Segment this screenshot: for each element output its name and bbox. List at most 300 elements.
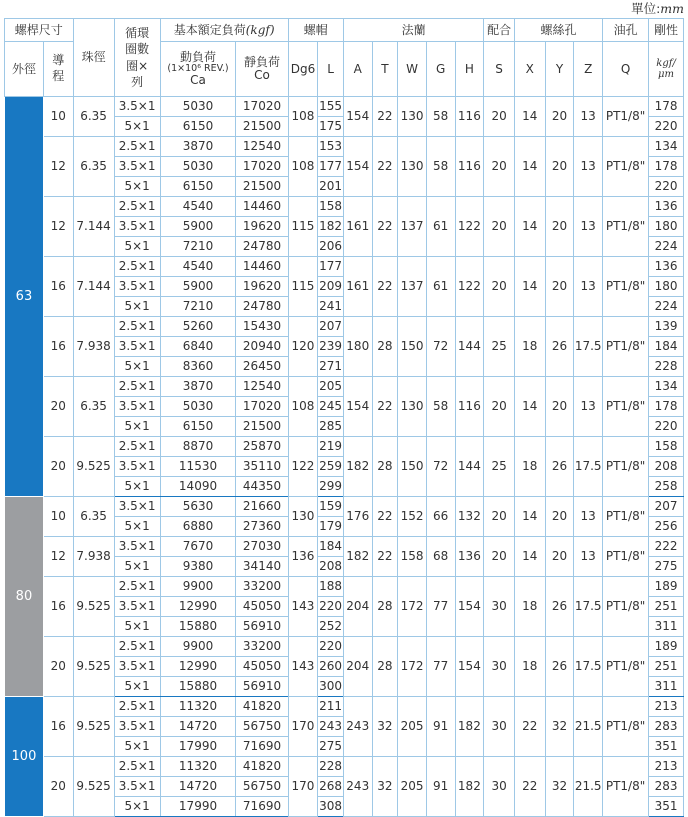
x-cell: 14 — [514, 497, 545, 537]
static-load-cell: 71690 — [236, 737, 288, 757]
lead-cell: 10 — [43, 497, 73, 537]
unit-note — [0, 0, 684, 17]
dynamic-load-cell: 11320 — [160, 697, 236, 717]
z-cell: 17.5 — [574, 317, 603, 377]
table-row — [5, 317, 684, 337]
q-cell: PT1/8" — [603, 537, 649, 577]
circuits-cell: 3.5×1 — [114, 657, 160, 677]
w-cell: 152 — [398, 497, 427, 537]
circuits-cell: 3.5×1 — [114, 217, 160, 237]
static-load-cell: 71690 — [236, 797, 288, 817]
g-cell: 91 — [426, 757, 455, 817]
s-cell: 20 — [484, 257, 515, 317]
ball-cell: 9.525 — [73, 637, 114, 697]
z-cell: 13 — [574, 197, 603, 257]
s-cell: 30 — [484, 577, 515, 637]
z-cell: 21.5 — [574, 757, 603, 817]
header-lead — [43, 42, 73, 97]
g-cell: 77 — [426, 577, 455, 637]
h-cell: 154 — [455, 637, 484, 697]
z-cell: 17.5 — [574, 637, 603, 697]
g-cell: 68 — [426, 537, 455, 577]
dg6-cell: 108 — [288, 377, 318, 437]
dynamic-load-cell: 7670 — [160, 537, 236, 557]
static-load-cell: 33200 — [236, 637, 288, 657]
nut-length-cell: 153 — [318, 137, 344, 157]
w-cell: 130 — [398, 377, 427, 437]
header-H: H — [455, 42, 484, 97]
z-cell: 13 — [574, 537, 603, 577]
x-cell: 18 — [514, 577, 545, 637]
t-cell: 28 — [372, 317, 398, 377]
dynamic-load-cell: 8870 — [160, 437, 236, 457]
s-cell: 20 — [484, 137, 515, 197]
static-load-cell: 17020 — [236, 157, 288, 177]
circuits-cell: 5×1 — [114, 517, 160, 537]
static-load-cell: 45050 — [236, 657, 288, 677]
h-cell: 182 — [455, 757, 484, 817]
dg6-cell: 130 — [288, 497, 318, 537]
header-dynamic: 動負荷 — [180, 49, 217, 64]
q-cell: PT1/8" — [603, 97, 649, 137]
circuits-cell: 3.5×1 — [114, 157, 160, 177]
s-cell: 20 — [484, 537, 515, 577]
t-cell: 22 — [372, 497, 398, 537]
dynamic-load-cell: 5630 — [160, 497, 236, 517]
dynamic-load-cell: 3870 — [160, 377, 236, 397]
t-cell: 22 — [372, 137, 398, 197]
static-load-cell: 35110 — [236, 457, 288, 477]
ball-screw-spec-table — [4, 18, 684, 817]
y-cell: 20 — [545, 97, 574, 137]
rigidity-cell: 351 — [649, 737, 684, 757]
ball-cell: 7.144 — [73, 197, 114, 257]
g-cell: 72 — [426, 317, 455, 377]
outer-diameter-cell: 100 — [5, 697, 44, 817]
x-cell: 18 — [514, 437, 545, 497]
y-cell: 20 — [545, 497, 574, 537]
static-load-cell: 12540 — [236, 137, 288, 157]
header-Q: Q — [603, 42, 649, 97]
dg6-cell: 115 — [288, 197, 318, 257]
rigidity-cell: 136 — [649, 257, 684, 277]
header-rated-load — [160, 19, 288, 42]
z-cell: 13 — [574, 137, 603, 197]
lead-cell: 20 — [43, 637, 73, 697]
nut-length-cell: 177 — [318, 257, 344, 277]
header-fit: 配合 — [484, 19, 515, 42]
circuits-cell: 3.5×1 — [114, 457, 160, 477]
static-load-cell: 24780 — [236, 237, 288, 257]
g-cell: 61 — [426, 257, 455, 317]
nut-length-cell: 188 — [318, 577, 344, 597]
x-cell: 14 — [514, 537, 545, 577]
dynamic-load-cell: 6150 — [160, 177, 236, 197]
static-load-cell: 56750 — [236, 777, 288, 797]
x-cell: 14 — [514, 137, 545, 197]
header-bolt-hole: 螺絲孔 — [514, 19, 602, 42]
y-cell: 26 — [545, 577, 574, 637]
circuits-cell: 3.5×1 — [114, 277, 160, 297]
ball-cell: 6.35 — [73, 377, 114, 437]
g-cell: 91 — [426, 697, 455, 757]
q-cell: PT1/8" — [603, 577, 649, 637]
static-load-cell: 21500 — [236, 177, 288, 197]
ball-cell: 6.35 — [73, 497, 114, 537]
nut-length-cell: 241 — [318, 297, 344, 317]
header-rigidity-unit-text: kgf/μm — [656, 58, 676, 80]
dg6-cell: 143 — [288, 637, 318, 697]
w-cell: 158 — [398, 537, 427, 577]
static-load-cell: 21660 — [236, 497, 288, 517]
nut-length-cell: 252 — [318, 617, 344, 637]
rigidity-cell: 275 — [649, 557, 684, 577]
dynamic-load-cell: 9900 — [160, 637, 236, 657]
dynamic-load-cell: 4540 — [160, 197, 236, 217]
q-cell: PT1/8" — [603, 377, 649, 437]
nut-length-cell: 268 — [318, 777, 344, 797]
rigidity-cell: 178 — [649, 157, 684, 177]
circuits-cell: 2.5×1 — [114, 377, 160, 397]
header-X: X — [514, 42, 545, 97]
dynamic-load-cell: 6150 — [160, 417, 236, 437]
q-cell: PT1/8" — [603, 197, 649, 257]
dg6-cell: 170 — [288, 697, 318, 757]
header-A: A — [343, 42, 372, 97]
static-load-cell: 26450 — [236, 357, 288, 377]
rigidity-cell: 258 — [649, 477, 684, 497]
z-cell: 17.5 — [574, 437, 603, 497]
outer-diameter-cell: 80 — [5, 497, 44, 697]
rigidity-cell: 283 — [649, 777, 684, 797]
t-cell: 28 — [372, 637, 398, 697]
header-rated-load-unit: (kgf) — [245, 22, 275, 37]
rigidity-cell: 311 — [649, 677, 684, 697]
lead-cell: 12 — [43, 197, 73, 257]
circuits-cell: 5×1 — [114, 177, 160, 197]
rigidity-cell: 283 — [649, 717, 684, 737]
dynamic-load-cell: 15880 — [160, 677, 236, 697]
nut-length-cell: 211 — [318, 697, 344, 717]
y-cell: 20 — [545, 137, 574, 197]
t-cell: 28 — [372, 577, 398, 637]
lead-cell: 20 — [43, 437, 73, 497]
h-cell: 132 — [455, 497, 484, 537]
circuits-cell: 5×1 — [114, 617, 160, 637]
x-cell: 14 — [514, 257, 545, 317]
rigidity-cell: 351 — [649, 797, 684, 817]
a-cell: 161 — [343, 257, 372, 317]
dg6-cell: 170 — [288, 757, 318, 817]
rigidity-cell: 180 — [649, 277, 684, 297]
q-cell: PT1/8" — [603, 257, 649, 317]
table-row — [5, 497, 684, 517]
z-cell: 17.5 — [574, 577, 603, 637]
circuits-cell: 3.5×1 — [114, 597, 160, 617]
circuits-cell: 5×1 — [114, 677, 160, 697]
static-load-cell: 14460 — [236, 257, 288, 277]
dynamic-load-cell: 17990 — [160, 797, 236, 817]
a-cell: 161 — [343, 197, 372, 257]
dynamic-load-cell: 7210 — [160, 297, 236, 317]
circuits-cell: 3.5×1 — [114, 717, 160, 737]
y-cell: 20 — [545, 377, 574, 437]
t-cell: 32 — [372, 757, 398, 817]
static-load-cell: 27360 — [236, 517, 288, 537]
ball-cell: 9.525 — [73, 437, 114, 497]
header-W: W — [398, 42, 427, 97]
circuits-cell: 2.5×1 — [114, 197, 160, 217]
w-cell: 137 — [398, 257, 427, 317]
lead-cell: 16 — [43, 577, 73, 637]
dynamic-load-cell: 5260 — [160, 317, 236, 337]
dynamic-load-cell: 9900 — [160, 577, 236, 597]
w-cell: 172 — [398, 637, 427, 697]
a-cell: 180 — [343, 317, 372, 377]
h-cell: 116 — [455, 97, 484, 137]
w-cell: 150 — [398, 317, 427, 377]
rigidity-cell: 134 — [649, 377, 684, 397]
circuits-cell: 2.5×1 — [114, 137, 160, 157]
s-cell: 30 — [484, 697, 515, 757]
rigidity-cell: 220 — [649, 177, 684, 197]
circuits-cell: 5×1 — [114, 477, 160, 497]
ball-cell: 9.525 — [73, 697, 114, 757]
s-cell: 30 — [484, 637, 515, 697]
static-load-cell: 41820 — [236, 757, 288, 777]
g-cell: 72 — [426, 437, 455, 497]
circuits-cell: 2.5×1 — [114, 317, 160, 337]
rigidity-cell: 208 — [649, 457, 684, 477]
circuits-cell: 5×1 — [114, 417, 160, 437]
a-cell: 182 — [343, 437, 372, 497]
rigidity-cell: 158 — [649, 437, 684, 457]
static-load-cell: 24780 — [236, 297, 288, 317]
header-S: S — [484, 42, 515, 97]
static-load-cell: 17020 — [236, 397, 288, 417]
rigidity-cell: 220 — [649, 417, 684, 437]
a-cell: 154 — [343, 377, 372, 437]
circuits-cell: 3.5×1 — [114, 537, 160, 557]
dynamic-load-cell: 15880 — [160, 617, 236, 637]
w-cell: 130 — [398, 137, 427, 197]
table-row — [5, 757, 684, 777]
dg6-cell: 120 — [288, 317, 318, 377]
static-load-cell: 15430 — [236, 317, 288, 337]
static-load-cell: 25870 — [236, 437, 288, 457]
h-cell: 154 — [455, 577, 484, 637]
lead-cell: 12 — [43, 537, 73, 577]
table-row — [5, 437, 684, 457]
static-load-cell: 44350 — [236, 477, 288, 497]
t-cell: 22 — [372, 197, 398, 257]
circuits-cell: 5×1 — [114, 737, 160, 757]
rigidity-cell: 213 — [649, 757, 684, 777]
nut-length-cell: 228 — [318, 757, 344, 777]
y-cell: 20 — [545, 197, 574, 257]
x-cell: 14 — [514, 97, 545, 137]
circuits-cell: 3.5×1 — [114, 337, 160, 357]
table-row — [5, 377, 684, 397]
rigidity-cell: 189 — [649, 637, 684, 657]
rigidity-cell: 139 — [649, 317, 684, 337]
nut-length-cell: 205 — [318, 377, 344, 397]
dynamic-load-cell: 14720 — [160, 717, 236, 737]
static-load-cell: 21500 — [236, 117, 288, 137]
nut-length-cell: 239 — [318, 337, 344, 357]
z-cell: 13 — [574, 377, 603, 437]
static-load-cell: 33200 — [236, 577, 288, 597]
rigidity-cell: 178 — [649, 397, 684, 417]
header-G: G — [426, 42, 455, 97]
rigidity-cell: 228 — [649, 357, 684, 377]
nut-length-cell: 158 — [318, 197, 344, 217]
lead-cell: 16 — [43, 317, 73, 377]
h-cell: 136 — [455, 537, 484, 577]
dynamic-load-cell: 6880 — [160, 517, 236, 537]
dynamic-load-cell: 5030 — [160, 397, 236, 417]
dynamic-load-cell: 5900 — [160, 277, 236, 297]
dynamic-load-cell: 14090 — [160, 477, 236, 497]
nut-length-cell: 259 — [318, 457, 344, 477]
table-row — [5, 197, 684, 217]
ball-cell: 7.938 — [73, 537, 114, 577]
dynamic-load-cell: 11530 — [160, 457, 236, 477]
header-dynamic-rev: (1×10⁶ REV.) — [167, 62, 229, 74]
g-cell: 58 — [426, 97, 455, 137]
w-cell: 205 — [398, 757, 427, 817]
header-screw-size: 螺桿尺寸 — [5, 19, 74, 42]
x-cell: 22 — [514, 757, 545, 817]
dynamic-load-cell: 6150 — [160, 117, 236, 137]
nut-length-cell: 220 — [318, 597, 344, 617]
nut-length-cell: 175 — [318, 117, 344, 137]
lead-cell: 20 — [43, 757, 73, 817]
header-ball-dia: 珠徑 — [73, 19, 114, 97]
circuits-cell: 5×1 — [114, 797, 160, 817]
circuits-cell: 3.5×1 — [114, 397, 160, 417]
x-cell: 14 — [514, 197, 545, 257]
nut-length-cell: 308 — [318, 797, 344, 817]
static-load-cell: 19620 — [236, 277, 288, 297]
header-circuits — [114, 19, 160, 97]
static-load-cell: 19620 — [236, 217, 288, 237]
ball-cell: 7.144 — [73, 257, 114, 317]
static-load-cell: 56910 — [236, 677, 288, 697]
table-row — [5, 257, 684, 277]
w-cell: 172 — [398, 577, 427, 637]
y-cell: 32 — [545, 697, 574, 757]
lead-cell: 12 — [43, 137, 73, 197]
nut-length-cell: 159 — [318, 497, 344, 517]
rigidity-cell: 178 — [649, 97, 684, 117]
g-cell: 77 — [426, 637, 455, 697]
lead-cell: 16 — [43, 257, 73, 317]
header-rated-load-text: 基本額定負荷 — [173, 22, 246, 37]
dynamic-load-cell: 5030 — [160, 157, 236, 177]
a-cell: 154 — [343, 97, 372, 137]
h-cell: 144 — [455, 317, 484, 377]
t-cell: 22 — [372, 257, 398, 317]
table-row — [5, 577, 684, 597]
table-row — [5, 537, 684, 557]
table-row — [5, 97, 684, 117]
nut-length-cell: 285 — [318, 417, 344, 437]
t-cell: 28 — [372, 437, 398, 497]
x-cell: 22 — [514, 697, 545, 757]
rigidity-cell: 189 — [649, 577, 684, 597]
a-cell: 243 — [343, 697, 372, 757]
circuits-cell: 5×1 — [114, 357, 160, 377]
header-dg6: Dg6 — [288, 42, 318, 97]
ball-cell: 9.525 — [73, 757, 114, 817]
ball-cell: 6.35 — [73, 137, 114, 197]
static-load-cell: 21500 — [236, 417, 288, 437]
lead-cell: 16 — [43, 697, 73, 757]
circuits-cell: 3.5×1 — [114, 97, 160, 117]
g-cell: 66 — [426, 497, 455, 537]
static-load-cell: 20940 — [236, 337, 288, 357]
nut-length-cell: 220 — [318, 637, 344, 657]
nut-length-cell: 260 — [318, 657, 344, 677]
s-cell: 30 — [484, 757, 515, 817]
circuits-cell: 2.5×1 — [114, 697, 160, 717]
s-cell: 20 — [484, 97, 515, 137]
static-load-cell: 27030 — [236, 537, 288, 557]
dynamic-load-cell: 5900 — [160, 217, 236, 237]
ball-cell: 9.525 — [73, 577, 114, 637]
dg6-cell: 115 — [288, 257, 318, 317]
nut-length-cell: 271 — [318, 357, 344, 377]
static-load-cell: 17020 — [236, 97, 288, 117]
unit-value: mm — [660, 1, 684, 16]
z-cell: 13 — [574, 497, 603, 537]
header-Y: Y — [545, 42, 574, 97]
static-load-cell: 56910 — [236, 617, 288, 637]
y-cell: 26 — [545, 317, 574, 377]
lead-cell: 20 — [43, 377, 73, 437]
header-ca: Ca — [190, 73, 206, 88]
dynamic-load-cell: 17990 — [160, 737, 236, 757]
nut-length-cell: 201 — [318, 177, 344, 197]
header-L: L — [318, 42, 344, 97]
nut-length-cell: 275 — [318, 737, 344, 757]
dynamic-load-cell: 4540 — [160, 257, 236, 277]
a-cell: 243 — [343, 757, 372, 817]
circuits-cell: 2.5×1 — [114, 757, 160, 777]
a-cell: 204 — [343, 637, 372, 697]
y-cell: 20 — [545, 257, 574, 317]
g-cell: 61 — [426, 197, 455, 257]
rigidity-cell: 251 — [649, 597, 684, 617]
table-body — [5, 97, 684, 817]
q-cell: PT1/8" — [603, 437, 649, 497]
q-cell: PT1/8" — [603, 757, 649, 817]
rigidity-cell: 224 — [649, 237, 684, 257]
table-row — [5, 137, 684, 157]
header-flange: 法蘭 — [343, 19, 483, 42]
w-cell: 137 — [398, 197, 427, 257]
table-row — [5, 637, 684, 657]
circuits-cell: 2.5×1 — [114, 637, 160, 657]
y-cell: 32 — [545, 757, 574, 817]
rigidity-cell: 256 — [649, 517, 684, 537]
header-rigidity: 剛性 — [649, 19, 684, 42]
header-static: 靜負荷 — [244, 54, 281, 69]
s-cell: 25 — [484, 437, 515, 497]
z-cell: 13 — [574, 97, 603, 137]
static-load-cell: 14460 — [236, 197, 288, 217]
